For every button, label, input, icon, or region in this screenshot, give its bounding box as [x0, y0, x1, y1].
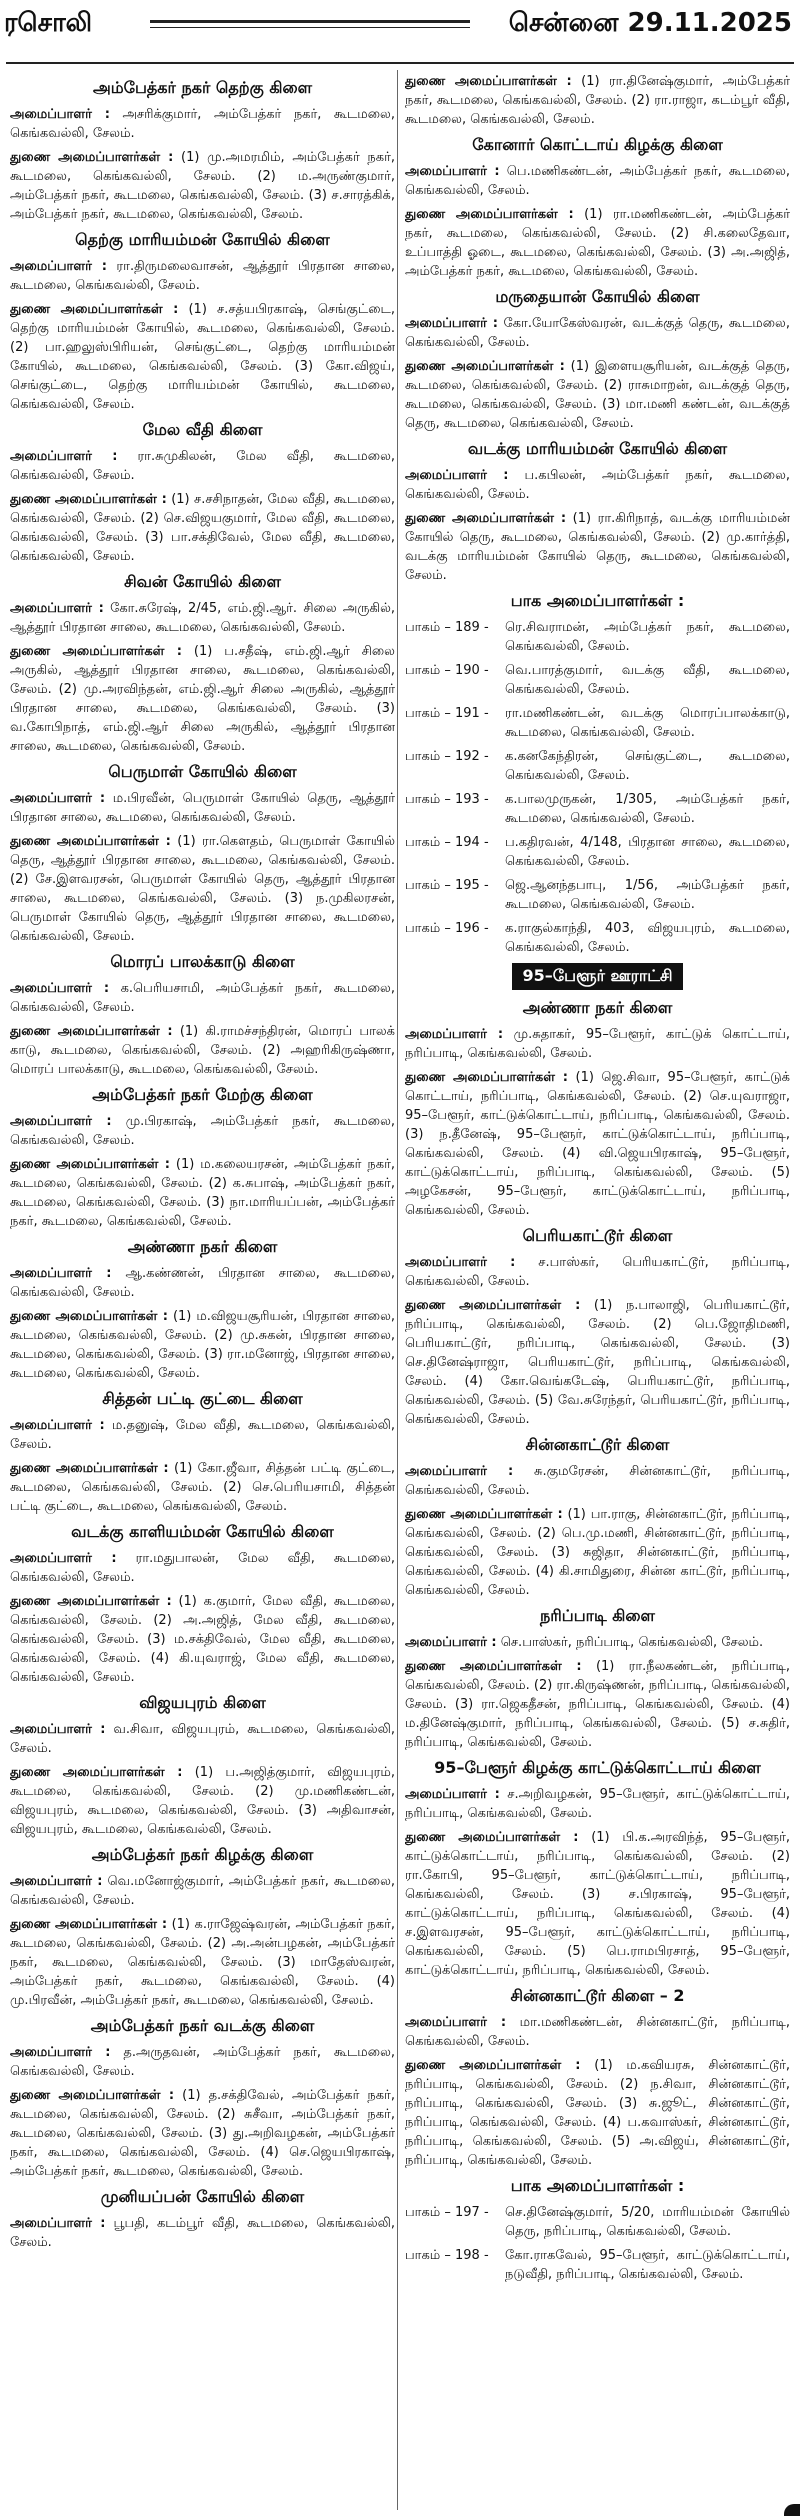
- role-label: துணை அமைப்பாளர்கள் :: [405, 2058, 581, 2073]
- member-entry: [10, 300, 395, 414]
- branch-title: அண்ணா நகர் கிளை: [127, 1237, 278, 1256]
- branch-title: அம்பேத்கர் நகர் மேற்கு கிளை: [92, 1085, 313, 1104]
- member-details: (1) ம.கவியரசு, சின்னகாட்டூர், நரிப்பாடி, கெங்கவல்லி, சேலம். (2) ந.சிவா, சின்னகாட்டூர், நரிப்பாடி, கெங்கவல்லி, சேலம். (3) சு.ஜூட், சின்னகாட்டூர், நரிப்பாடி, கெங்கவல்லி, சேலம். (4) ப.கவாஸ்கர், சின்னகாட்டூர், நரிப்பாடி, கெங்கவல்லி, சேலம். (5) அ.விஜய், சின்னகாட்டூர், நரிப்பாடி, கெங்கவல்லி, சேலம்.: [405, 2058, 790, 2168]
- member-entry: [10, 447, 395, 485]
- role-label: துணை அமைப்பாளர்கள் :: [405, 1507, 563, 1522]
- page-header: [0, 0, 800, 64]
- role-label: அமைப்பாளர் :: [405, 164, 500, 179]
- member-entry: [405, 2013, 790, 2051]
- branch-title: பெருமாள் கோயில் கிளை: [108, 762, 297, 781]
- branch-section: [10, 2187, 395, 2252]
- member-entry: [10, 599, 395, 637]
- role-label: துணை அமைப்பாளர்கள் :: [10, 2088, 175, 2103]
- member-entry: [10, 148, 395, 224]
- role-label: அமைப்பாளர் :: [10, 449, 118, 464]
- branch-section: [405, 72, 790, 129]
- header-bottom-rule: [6, 62, 794, 64]
- member-entry: [405, 1253, 790, 1291]
- branch-title: அம்பேத்கர் நகர் கிழக்கு கிளை: [91, 1845, 314, 1864]
- branch-title: 95–பேளூர் கிழக்கு காட்டுக்கொட்டாய் கிளை: [434, 1758, 761, 1777]
- panchayat-banner: [405, 963, 790, 990]
- branch-section: [10, 762, 395, 946]
- branch-title: கோனார் கொட்டாய் கிழக்கு கிளை: [472, 135, 723, 154]
- left-column: [10, 72, 395, 2508]
- role-label: துணை அமைப்பாளர்கள் :: [10, 834, 171, 849]
- booth-row: [405, 618, 790, 656]
- member-details: (1) ரா.கௌதம், பெருமாள் கோயில் தெரு, ஆத்தூர் பிரதான சாலை, கூடமலை, கெங்கவல்லி, சேலம். (2) சே.இளவரசன், பெருமாள் கோயில் தெரு, ஆத்தூர் பிரதான சாலை, கூடமலை, கெங்கவல்லி, சேலம். (3) ந.முகிலரசன், பெருமாள் கோயில் தெரு, ஆத்தூர் பிரதான சாலை, கூடமலை, கெங்கவல்லி, சேலம்.: [10, 834, 395, 944]
- role-label: துணை அமைப்பாளர்கள் :: [405, 207, 574, 222]
- booth-row: [405, 2203, 790, 2241]
- member-details: மா.மணிகண்டன், சின்னகாட்டூர், நரிப்பாடி, கெங்கவல்லி, சேலம்.: [405, 2015, 790, 2049]
- page-corner-mark: [784, 2504, 800, 2516]
- booth-member: ரெ.சிவராமன், அம்பேத்கர் நகர், கூடமலை, கெங்கவல்லி, சேலம்.: [505, 620, 790, 654]
- member-entry: [10, 1155, 395, 1231]
- branch-title: அம்பேத்கர் நகர் வடக்கு கிளை: [90, 2016, 315, 2035]
- member-details: ம.பிரவீன், பெருமாள் கோயில் தெரு, ஆத்தூர் பிரதான சாலை, கூடமலை, கெங்கவல்லி, சேலம்.: [10, 791, 395, 825]
- booth-section-title: பாக அமைப்பாளர்கள் :: [510, 2176, 685, 2195]
- booth-number: பாகம் – 191 -: [405, 706, 489, 721]
- branch-title: வடக்கு காளியம்மன் கோயில் கிளை: [71, 1522, 334, 1541]
- booth-number: பாகம் – 189 -: [405, 620, 489, 635]
- member-entry: [405, 1785, 790, 1823]
- member-entry: [405, 466, 790, 504]
- branch-title: முனியப்பன் கோயில் கிளை: [100, 2187, 305, 2206]
- role-label: துணை அமைப்பாளர்கள் :: [405, 1659, 582, 1674]
- member-details: மு.சுதாகர், 95–பேளூர், காட்டுக் கொட்டாய், நரிப்பாடி, கெங்கவல்லி, சேலம்.: [405, 1027, 790, 1061]
- role-label: அமைப்பாளர் :: [10, 259, 107, 274]
- role-label: துணை அமைப்பாளர்கள் :: [405, 1070, 569, 1085]
- member-entry: [10, 642, 395, 756]
- branch-section: [405, 1435, 790, 1600]
- branch-title: மேல வீதி கிளை: [142, 420, 263, 439]
- branch-section: [10, 420, 395, 566]
- branch-section: [405, 439, 790, 585]
- role-label: துணை அமைப்பாளர்கள் :: [405, 511, 567, 526]
- booth-row: [405, 876, 790, 914]
- member-entry: [10, 1307, 395, 1383]
- booth-member: ரா.மணிகண்டன், வடக்கு மொரப்பாலக்காடு, கூடமலை, கெங்கவல்லி, சேலம்.: [505, 706, 790, 740]
- member-entry: [405, 1505, 790, 1600]
- member-details: ம.தனுஷ், மேல வீதி, கூடமலை, கெங்கவல்லி, சேலம்.: [10, 1418, 395, 1452]
- role-label: அமைப்பாளர் :: [405, 1027, 504, 1042]
- booth-number: பாகம் – 194 -: [405, 835, 489, 850]
- member-entry: [405, 509, 790, 585]
- member-entry: [10, 1592, 395, 1687]
- booth-number: பாகம் – 193 -: [405, 792, 489, 807]
- branch-section: [10, 1237, 395, 1383]
- member-entry: [405, 314, 790, 352]
- branch-title: தெற்கு மாரியம்மன் கோயில் கிளை: [75, 230, 330, 249]
- member-details: (1) பி.க.அரவிந்த், 95–பேளூர், காட்டுக்கொட்டாய், நரிப்பாடி, கெங்கவல்லி, சேலம். (2) ரா.கோபி, 95–பேளூர், காட்டுக்கொட்டாய், நரிப்பாடி, கெங்கவல்லி, சேலம். (3) ச.பிரகாஷ், 95–பேளூர், காட்டுக்கொட்டாய், நரிப்பாடி, கெங்கவல்லி, சேலம். (4) ச.இளவரசன், 95–பேளூர், காட்டுக்கொட்டாய், நரிப்பாடி, கெங்கவல்லி, சேலம். (5) பெ.ராமபிரசாத், 95–பேளூர், காட்டுக்கொட்டாய், நரிப்பாடி, கெங்கவல்லி, சேலம்.: [405, 1830, 790, 1978]
- member-details: பெ.மணிகண்டன், அம்பேத்கர் நகர், கூடமலை, கெங்கவல்லி, சேலம்.: [405, 164, 790, 198]
- branch-section: [405, 1986, 790, 2170]
- member-details: அசரிக்குமார், அம்பேத்கர் நகர், கூடமலை, கெங்கவல்லி, சேலம்.: [10, 107, 395, 141]
- member-details: (1) ச.சத்யபிரகாஷ், செங்குட்டை, தெற்கு மாரியம்மன் கோயில், கூடமலை, கெங்கவல்லி, சேலம். (2) பா.ஹலுஸ்பிரியன், செங்குட்டை, தெற்கு மாரியம்மன் கோயில், கூடமலை, கெங்கவல்லி, சேலம். (3) கோ.விஜய், செங்குட்டை, தெற்கு மாரியம்மன் கோயில், கூடமலை, கெங்கவல்லி, சேலம்.: [10, 302, 395, 412]
- member-details: (1) ஜெ.சிவா, 95–பேளூர், காட்டுக் கொட்டாய், நரிப்பாடி, கெங்கவல்லி, சேலம். (2) செ.யுவராஜா, 95–பேளூர், காட்டுக்கொட்டாய், நரிப்பாடி, கெங்கவல்லி, சேலம். (3) ந.தீனேஷ், 95–பேளூர், காட்டுக்கொட்டாய், நரிப்பாடி, கெங்கவல்லி, சேலம். (4) வி.ஜெயபிரகாஷ், 95–பேளூர், காட்டுக்கொட்டாய், நரிப்பாடி, கெங்கவல்லி, சேலம். (5) அழகேசன், 95–பேளூர், காட்டுக்கொட்டாய், நரிப்பாடி, கெங்கவல்லி, சேலம்.: [405, 1070, 790, 1218]
- member-entry: [10, 1022, 395, 1079]
- booth-member: வெ.பாரத்குமார், வடக்கு வீதி, கூடமலை, கெங்கவல்லி, சேலம்.: [505, 663, 790, 697]
- branch-title: சின்னகாட்டூர் கிளை: [525, 1435, 670, 1454]
- branch-section: [405, 1606, 790, 1752]
- member-details: ச.பாஸ்கர், பெரியகாட்டூர், நரிப்பாடி, கெங்கவல்லி, சேலம்.: [405, 1255, 790, 1289]
- branch-section: [405, 1758, 790, 1980]
- role-label: அமைப்பாளர் :: [405, 1787, 500, 1802]
- booth-member: க.ராகுல்காந்தி, 403, விஜயபுரம், கூடமலை, கெங்கவல்லி, சேலம்.: [505, 921, 790, 955]
- member-entry: [10, 1763, 395, 1839]
- member-details: (1) ரா.தினேஷ்குமார், அம்பேத்கர் நகர், கூடமலை, கெங்கவல்லி, சேலம். (2) ரா.ராஜா, கடம்பூர் வீதி, கூடமலை, கெங்கவல்லி, சேலம்.: [405, 74, 790, 127]
- role-label: துணை அமைப்பாளர்கள் :: [405, 74, 572, 89]
- role-label: அமைப்பாளர் :: [10, 1551, 117, 1566]
- booth-row: [405, 2246, 790, 2284]
- member-details: ஆ.கண்ணன், பிரதான சாலை, கூடமலை, கெங்கவல்லி, சேலம்.: [10, 1266, 395, 1300]
- branch-section: [405, 135, 790, 281]
- branch-section: [10, 1085, 395, 1231]
- member-entry: [405, 1025, 790, 1063]
- member-entry: [10, 1264, 395, 1302]
- branch-title: வடக்கு மாரியம்மன் கோயில் கிளை: [467, 439, 728, 458]
- masthead-name: ரசொலி: [4, 8, 93, 38]
- branch-section: [405, 998, 790, 1220]
- member-details: வ.சிவா, விஜயபுரம், கூடமலை, கெங்கவல்லி, சேலம்.: [10, 1722, 395, 1756]
- role-label: அமைப்பாளர் :: [405, 468, 509, 483]
- booth-section-title: பாக அமைப்பாளர்கள் :: [510, 591, 685, 610]
- branch-title: மருதையான் கோயில் கிளை: [495, 287, 700, 306]
- branch-section: [10, 1845, 395, 2010]
- booth-number: பாகம் – 196 -: [405, 921, 489, 936]
- role-label: துணை அமைப்பாளர்கள் :: [10, 302, 179, 317]
- role-label: துணை அமைப்பாளர்கள் :: [10, 1309, 168, 1324]
- role-label: துணை அமைப்பாளர்கள் :: [405, 1830, 579, 1845]
- member-details: ரா.மதுபாலன், மேல வீதி, கூடமலை, கெங்கவல்லி, சேலம்.: [10, 1551, 395, 1585]
- member-details: கோ.சுரேஷ், 2/45, எம்.ஜி.ஆர். சிலை அருகில், ஆத்தூர் பிரதான சாலை, கூடமலை, கெங்கவல்லி, சேலம்.: [10, 601, 395, 635]
- role-label: அமைப்பாளர் :: [405, 2015, 507, 2030]
- role-label: துணை அமைப்பாளர்கள் :: [10, 644, 182, 659]
- member-entry: [10, 2214, 395, 2252]
- branch-title: சின்னகாட்டூர் கிளை – 2: [510, 1986, 685, 2005]
- member-entry: [405, 1828, 790, 1980]
- member-entry: [10, 832, 395, 946]
- branch-title: சித்தன் பட்டி குட்டை கிளை: [102, 1389, 303, 1408]
- booth-row: [405, 790, 790, 828]
- booth-member: செ.தினேஷ்குமார், 5/20, மாரியம்மன் கோயில் தெரு, நரிப்பாடி, கெங்கவல்லி, சேலம்.: [505, 2205, 790, 2239]
- booth-member: கோ.ராகவேல், 95–பேளூர், காட்டுக்கொட்டாய், நடுவீதி, நரிப்பாடி, கெங்கவல்லி, சேலம்.: [505, 2248, 790, 2282]
- member-details: (1) மு.அமரமிம், அம்பேத்கர் நகர், கூடமலை, கெங்கவல்லி, சேலம். (2) ம.அருண்குமார், அம்பேத்கர் நகர், கூடமலை, கெங்கவல்லி, சேலம். (3) ச.சாரத்கிக், அம்பேத்கர் நகர், கூடமலை, கெங்கவல்லி, சேலம்.: [10, 150, 395, 222]
- member-details: (1) ரா.கிரிநாத், வடக்கு மாரியம்மன் கோயில் தெரு, கூடமலை, கெங்கவல்லி, சேலம். (2) மு.கார்த்தி, வடக்கு மாரியம்மன் கோயில் தெரு, கூடமலை, கெங்கவல்லி, சேலம்.: [405, 511, 790, 583]
- member-details: (1) ப.அஜித்குமார், விஜயபுரம், கூடமலை, கெங்கவல்லி, சேலம். (2) மு.மணிகண்டன், விஜயபுரம், கூடமலை, கெங்கவல்லி, சேலம். (3) அதிவாசன், விஜயபுரம், கூடமலை, கெங்கவல்லி, சேலம்.: [10, 1765, 395, 1837]
- role-label: துணை அமைப்பாளர்கள் :: [10, 1024, 173, 1039]
- member-entry: [10, 2043, 395, 2081]
- booth-row: [405, 704, 790, 742]
- member-details: பூபதி, கடம்பூர் வீதி, கூடமலை, கெங்கவல்லி, சேலம்.: [10, 2216, 395, 2250]
- role-label: அமைப்பாளர் :: [10, 2045, 111, 2060]
- member-details: (1) ப.சதீஷ், எம்.ஜி.ஆர் சிலை அருகில், ஆத்தூர் பிரதான சாலை, கூடமலை, கெங்கவல்லி, சேலம். (2) மு.அரவிந்தன், எம்.ஜி.ஆர் சிலை அருகில், ஆத்தூர் பிரதான சாலை, கூடமலை, கெங்கவல்லி, சேலம். (3) வ.கோபிநாத், எம்.ஜி.ஆர் சிலை அருகில், ஆத்தூர் பிரதான சாலை, கூடமலை, கெங்கவல்லி, சேலம்.: [10, 644, 395, 754]
- role-label: அமைப்பாளர் :: [405, 316, 498, 331]
- member-details: க.பெரியசாமி, அம்பேத்கர் நகர், கூடமலை, கெங்கவல்லி, சேலம்.: [10, 981, 395, 1015]
- member-entry: [10, 1720, 395, 1758]
- member-details: கோ.யோகேஸ்வரன், வடக்குத் தெரு, கூடமலை, கெங்கவல்லி, சேலம்.: [405, 316, 790, 350]
- member-details: (1) த.சக்திவேல், அம்பேத்கர் நகர், கூடமலை, கெங்கவல்லி, சேலம். (2) சுசீவா, அம்பேத்கர் நகர், கூடமலை, கெங்கவல்லி, சேலம். (3) து.அறிவழகன், அம்பேத்கர் நகர், கூடமலை, கெங்கவல்லி, சேலம். (4) செ.ஜெயபிரகாஷ், அம்பேத்கர் நகர், கூடமலை, கெங்கவல்லி, சேலம்.: [10, 2088, 395, 2179]
- member-details: செ.பாஸ்கர், நரிப்பாடி, கெங்கவல்லி, சேலம்.: [496, 1635, 764, 1650]
- member-details: (1) க.ராஜேஷ்வரன், அம்பேத்கர் நகர், கூடமலை, கெங்கவல்லி, சேலம். (2) அ.அன்பழகன், அம்பேத்கர் நகர், கூடமலை, கெங்கவல்லி, சேலம். (3) மாதேஸ்வரன், அம்பேத்கர் நகர், கூடமலை, கெங்கவல்லி, சேலம். (4) மு.பிரவீன், அம்பேத்கர் நகர், கூடமலை, கெங்கவல்லி, சேலம்.: [10, 1917, 395, 2008]
- booth-number: பாகம் – 198 -: [405, 2248, 489, 2263]
- branch-section: [10, 230, 395, 414]
- booth-row: [405, 919, 790, 957]
- member-entry: [405, 1068, 790, 1220]
- role-label: அமைப்பாளர் :: [10, 107, 110, 122]
- member-entry: [405, 2056, 790, 2170]
- booth-row: [405, 747, 790, 785]
- member-details: (1) பா.ராகு, சின்னகாட்டூர், நரிப்பாடி, கெங்கவல்லி, சேலம். (2) பெ.மு.மணி, சின்னகாட்டூர், நரிப்பாடி, கெங்கவல்லி, சேலம். (3) சுஜிதா, சின்னகாட்டூர், நரிப்பாடி, கெங்கவல்லி, சேலம். (4) கி.சாமிதுரை, சின்ன காட்டூர், நரிப்பாடி, கெங்கவல்லி, சேலம்.: [405, 1507, 790, 1598]
- right-column: [405, 72, 790, 2508]
- role-label: அமைப்பாளர் :: [10, 1874, 103, 1889]
- member-details: (1) இளையசூரியன், வடக்குத் தெரு, கூடமலை, கெங்கவல்லி, சேலம். (2) ராசுமாறன், வடக்குத் தெரு, கூடமலை, கெங்கவல்லி, சேலம். (3) மா.மணி கண்டன், வடக்குத் தெரு, கூடமலை, கெங்கவல்லி, சேலம்.: [405, 359, 790, 431]
- member-entry: [10, 105, 395, 143]
- member-entry: [10, 1549, 395, 1587]
- role-label: அமைப்பாளர் :: [10, 601, 104, 616]
- role-label: துணை அமைப்பாளர்கள் :: [10, 1461, 169, 1476]
- member-entry: [10, 1416, 395, 1454]
- member-details: (1) ந.பாலாஜி, பெரியகாட்டூர், நரிப்பாடி, கெங்கவல்லி, சேலம். (2) பெ.ஜோதிமணி, பெரியகாட்டூர், நரிப்பாடி, கெங்கவல்லி, சேலம். (3) செ.தினேஷ்ராஜா, பெரியகாட்டூர், நரிப்பாடி, கெங்கவல்லி, சேலம். (4) கோ.வெங்கடேஷ், பெரியகாட்டூர், நரிப்பாடி, கெங்கவல்லி, சேலம். (5) வே.சுரேந்தர், பெரியகாட்டூர், நரிப்பாடி, கெங்கவல்லி, சேலம்.: [405, 1298, 790, 1427]
- member-entry: [10, 1459, 395, 1516]
- booth-number: பாகம் – 197 -: [405, 2205, 489, 2220]
- member-entry: [405, 205, 790, 281]
- booth-number: பாகம் – 192 -: [405, 749, 489, 764]
- member-details: (1) ரா.நீலகண்டன், நரிப்பாடி, கெங்கவல்லி, சேலம். (2) ரா.கிருஷ்ணன், நரிப்பாடி, கெங்கவல்லி, சேலம். (3) ரா.ஜெகதீசன், நரிப்பாடி, கெங்கவல்லி, சேலம். (4) ம.தினேஷ்குமார், நரிப்பாடி, கெங்கவல்லி, சேலம். (5) ச.சுதிர், நரிப்பாடி, கெங்கவல்லி, சேலம்.: [405, 1659, 790, 1750]
- member-entry: [405, 1657, 790, 1752]
- member-entry: [10, 1915, 395, 2010]
- branch-title: நரிப்பாடி கிளை: [540, 1606, 655, 1625]
- role-label: துணை அமைப்பாளர்கள் :: [405, 359, 565, 374]
- member-entry: [10, 1872, 395, 1910]
- branch-title: அம்பேத்கர் நகர் தெற்கு கிளை: [92, 78, 313, 97]
- booth-member: க.பாலமுருகன், 1/305, அம்பேத்கர் நகர், கூடமலை, கெங்கவல்லி, சேலம்.: [505, 792, 790, 826]
- member-entry: [405, 72, 790, 129]
- booth-member: ஜெ.ஆனந்தபாபு, 1/56, அம்பேத்கர் நகர், கூடமலை, கெங்கவல்லி, சேலம்.: [505, 878, 790, 912]
- role-label: அமைப்பாளர் :: [10, 1722, 106, 1737]
- role-label: அமைப்பாளர் :: [405, 1635, 497, 1650]
- role-label: அமைப்பாளர் :: [405, 1255, 516, 1270]
- booth-number: பாகம் – 190 -: [405, 663, 489, 678]
- column-divider: [397, 70, 398, 2510]
- booth-row: [405, 661, 790, 699]
- branch-section: [10, 1693, 395, 1839]
- member-entry: [405, 1633, 790, 1652]
- booth-member: ப.கதிரவன், 4/148, பிரதான சாலை, கூடமலை, கெங்கவல்லி, சேலம்.: [505, 835, 790, 869]
- branch-section: [10, 1389, 395, 1516]
- role-label: அமைப்பாளர் :: [10, 1418, 105, 1433]
- role-label: அமைப்பாளர் :: [10, 2216, 106, 2231]
- role-label: துணை அமைப்பாளர்கள் :: [10, 1765, 183, 1780]
- member-entry: [10, 789, 395, 827]
- member-details: (1) க.குமார், மேல வீதி, கூடமலை, கெங்கவல்லி, சேலம். (2) அ.அஜித், மேல வீதி, கூடமலை, கெங்கவல்லி, சேலம். (3) ம.சக்திவேல், மேல வீதி, கூடமலை, கெங்கவல்லி, சேலம். (4) கி.யுவராஜ், மேல வீதி, கூடமலை, கெங்கவல்லி, சேலம்.: [10, 1594, 395, 1685]
- role-label: துணை அமைப்பாளர்கள் :: [405, 1298, 581, 1313]
- role-label: அமைப்பாளர் :: [10, 1266, 112, 1281]
- branch-section: [405, 287, 790, 433]
- role-label: அமைப்பாளர் :: [10, 791, 106, 806]
- branch-title: சிவன் கோயில் கிளை: [124, 572, 281, 591]
- member-details: ச.அறிவழகன், 95–பேளூர், காட்டுக்கொட்டாய், நரிப்பாடி, கெங்கவல்லி, சேலம்.: [405, 1787, 790, 1821]
- member-details: த.அருதவன், அம்பேத்கர் நகர், கூடமலை, கெங்கவல்லி, சேலம்.: [10, 2045, 395, 2079]
- branch-section: [10, 952, 395, 1079]
- booth-row: [405, 833, 790, 871]
- role-label: அமைப்பாளர் :: [10, 981, 110, 996]
- member-entry: [10, 257, 395, 295]
- booth-member: க.கனகேந்திரன், செங்குட்டை, கூடமலை, கெங்கவல்லி, சேலம்.: [505, 749, 790, 783]
- booth-section: [405, 2176, 790, 2284]
- member-details: வெ.மனோஜ்குமார், அம்பேத்கர் நகர், கூடமலை, கெங்கவல்லி, சேலம்.: [10, 1874, 395, 1908]
- header-date: சென்னை 29.11.2025: [508, 8, 792, 38]
- role-label: துணை அமைப்பாளர்கள் :: [10, 1594, 172, 1609]
- member-entry: [405, 1296, 790, 1429]
- member-details: (1) ம.கலையரசன், அம்பேத்கர் நகர், கூடமலை, கெங்கவல்லி, சேலம். (2) க.சுபாஷ், அம்பேத்கர் நகர், கூடமலை, கெங்கவல்லி, சேலம். (3) நா.மாரியப்பன், அம்பேத்கர் நகர், கூடமலை, கெங்கவல்லி, சேலம்.: [10, 1157, 395, 1229]
- branch-title: மொரப் பாலக்காடு கிளை: [110, 952, 295, 971]
- member-details: ப.கபிலன், அம்பேத்கர் நகர், கூடமலை, கெங்கவல்லி, சேலம்.: [405, 468, 790, 502]
- role-label: துணை அமைப்பாளர்கள் :: [10, 150, 174, 165]
- branch-title: அண்ணா நகர் கிளை: [522, 998, 673, 1017]
- role-label: துணை அமைப்பாளர்கள் :: [10, 492, 167, 507]
- branch-section: [10, 572, 395, 756]
- member-details: (1) ரா.மணிகண்டன், அம்பேத்கர் நகர், கூடமலை, கெங்கவல்லி, சேலம். (2) சி.கலைதேவா, உப்பாத்தி ஓடை, கூடமலை, கெங்கவல்லி, சேலம். (3) அ.அஜித், அம்பேத்கர் நகர், கூடமலை, கெங்கவல்லி, சேலம்.: [405, 207, 790, 279]
- role-label: அமைப்பாளர் :: [405, 1464, 514, 1479]
- branch-section: [10, 1522, 395, 1687]
- branch-title: விஜயபுரம் கிளை: [139, 1693, 266, 1712]
- branch-title: பெரியகாட்டூர் கிளை: [522, 1226, 673, 1245]
- role-label: துணை அமைப்பாளர்கள் :: [10, 1917, 168, 1932]
- branch-section: [405, 1226, 790, 1429]
- branch-section: [10, 78, 395, 224]
- member-details: (1) கி.ராமச்சந்திரன், மொரப் பாலக் காடு, கூடமலை, கெங்கவல்லி, சேலம். (2) அஹரிகிருஷ்ணா, மொரப் பாலக்காடு, கூடமலை, கெங்கவல்லி, சேலம்.: [10, 1024, 395, 1077]
- member-details: (1) ச.சசிநாதன், மேல வீதி, கூடமலை, கெங்கவல்லி, சேலம். (2) செ.விஜயகுமார், மேல வீதி, கூடமலை, கெங்கவல்லி, சேலம். (3) பா.சக்திவேல், மேல வீதி, கூடமலை, கெங்கவல்லி, சேலம்.: [10, 492, 395, 564]
- branch-section: [10, 2016, 395, 2181]
- header-rule-thin: [150, 27, 470, 28]
- member-entry: [405, 357, 790, 433]
- role-label: அமைப்பாளர் :: [10, 1114, 112, 1129]
- member-entry: [10, 490, 395, 566]
- member-details: ரா.சுமுகிலன், மேல வீதி, கூடமலை, கெங்கவல்லி, சேலம்.: [10, 449, 395, 483]
- role-label: துணை அமைப்பாளர்கள் :: [10, 1157, 170, 1172]
- member-entry: [405, 1462, 790, 1500]
- booth-section: [405, 591, 790, 957]
- member-details: (1) ம.விஜயசூரியன், பிரதான சாலை, கூடமலை, கெங்கவல்லி, சேலம். (2) மு.சுகன், பிரதான சாலை, கூடமலை, கெங்கவல்லி, சேலம். (3) ரா.மனோஜ், பிரதான சாலை, கூடமலை, கெங்கவல்லி, சேலம்.: [10, 1309, 395, 1381]
- panchayat-banner-text: 95–பேளூர் ஊராட்சி: [512, 963, 682, 990]
- member-details: மு.பிரகாஷ், அம்பேத்கர் நகர், கூடமலை, கெங்கவல்லி, சேலம்.: [10, 1114, 395, 1148]
- member-entry: [405, 162, 790, 200]
- member-entry: [10, 2086, 395, 2181]
- header-rule: [150, 20, 470, 23]
- booth-number: பாகம் – 195 -: [405, 878, 489, 893]
- member-entry: [10, 1112, 395, 1150]
- member-details: சு.குமரேசன், சின்னகாட்டூர், நரிப்பாடி, கெங்கவல்லி, சேலம்.: [405, 1464, 790, 1498]
- member-details: (1) கோ.ஜீவா, சித்தன் பட்டி குட்டை, கூடமலை, கெங்கவல்லி, சேலம். (2) செ.பெரியசாமி, சித்தன் பட்டி குட்டை, கூடமலை, கெங்கவல்லி, சேலம்.: [10, 1461, 395, 1514]
- member-details: ரா.திருமலைவாசன், ஆத்தூர் பிரதான சாலை, கூடமலை, கெங்கவல்லி, சேலம்.: [10, 259, 395, 293]
- member-entry: [10, 979, 395, 1017]
